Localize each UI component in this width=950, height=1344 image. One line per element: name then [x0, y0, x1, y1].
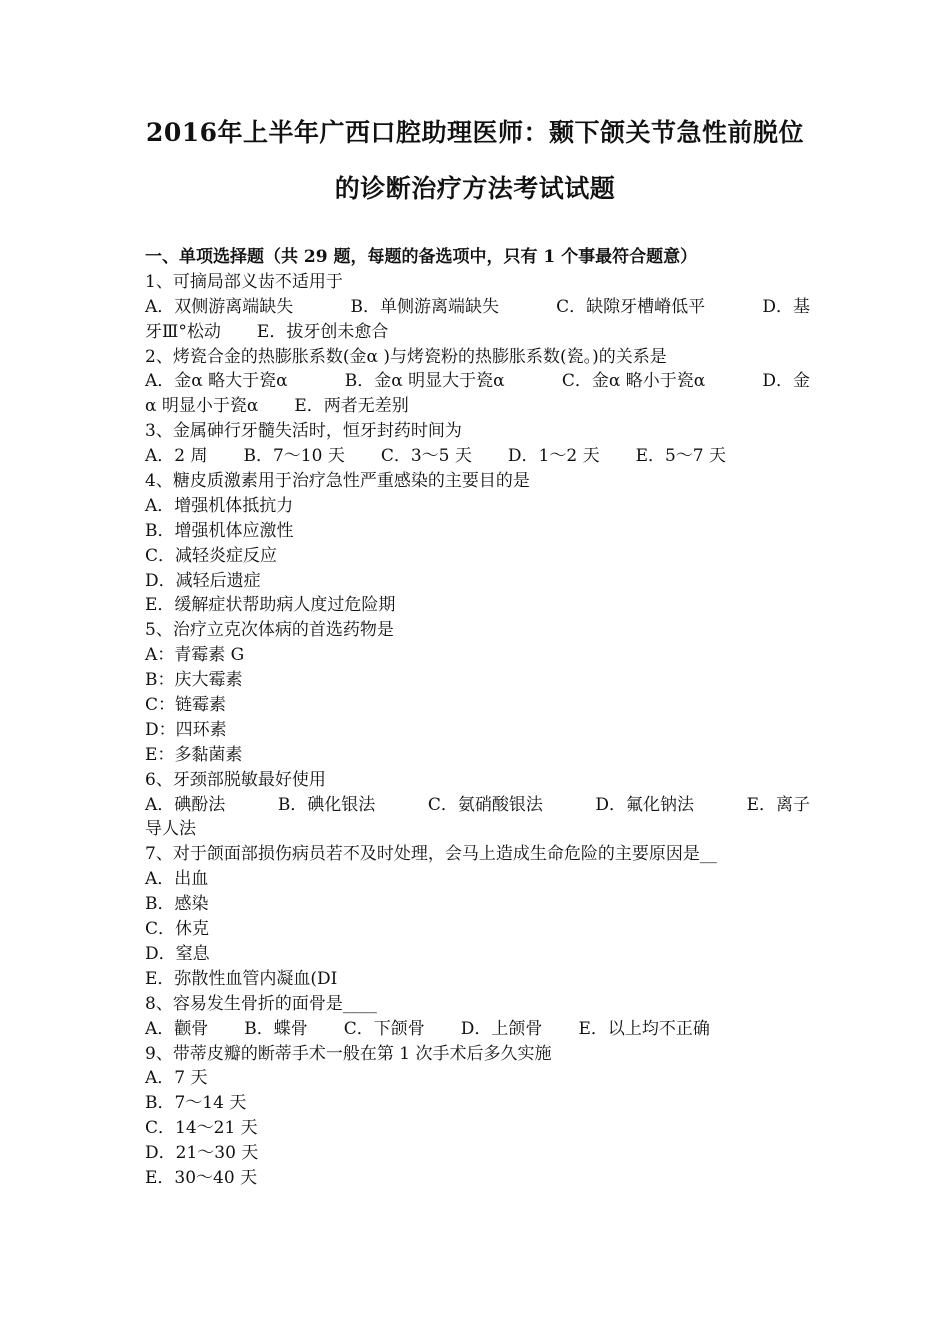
option-b: B．蝶骨 [244, 1018, 308, 1039]
option-e: E：多黏菌素 [145, 744, 243, 765]
question-stem: 2、烤瓷合金的热膨胀系数(金α )与烤瓷粉的热膨胀系数(瓷。)的关系是 [145, 346, 667, 367]
question-stem: 7、对于颌面部损伤病员若不及时处理，会马上造成生命危险的主要原因是__ [145, 844, 717, 865]
option-e: E．拔牙创未愈合 [256, 321, 389, 342]
page-title-line-2: 的诊断治疗方法考试试题 [334, 174, 616, 203]
option-c: C．3～5 天 [380, 446, 472, 467]
option-row [145, 320, 810, 345]
option-a: A．碘酚法 [145, 794, 226, 815]
option-c: C．下颌骨 [343, 1018, 425, 1039]
question-stem: 9、带蒂皮瓣的断蒂手术一般在第 1 次手术后多久实施 [145, 1043, 552, 1064]
option-e-cont: 导人法 [145, 819, 196, 840]
option-row [145, 444, 810, 469]
option-a: A．金α 略大于瓷α [145, 371, 288, 392]
option-d: D．基 [762, 296, 810, 317]
question-stem: 4、糖皮质激素用于治疗急性严重感染的主要目的是 [145, 471, 530, 492]
option-a: A．7 天 [145, 1068, 208, 1089]
option-c: C．金α 略小于瓷α [561, 371, 706, 392]
option-c: C．氨硝酸银法 [427, 794, 543, 815]
option-a: A．双侧游离端缺失 [145, 296, 294, 317]
option-d-cont: α 明显小于瓷α [145, 396, 259, 417]
option-d: D．氟化钠法 [595, 794, 695, 815]
option-d: D．减轻后遗症 [145, 570, 261, 591]
option-e: E．缓解症状帮助病人度过危险期 [145, 595, 396, 616]
option-e: E．5～7 天 [635, 446, 727, 467]
option-d-cont: 牙Ⅲ°松动 [145, 321, 221, 342]
option-b: B．增强机体应激性 [145, 520, 294, 541]
option-d: D．21～30 天 [145, 1143, 259, 1164]
option-c: C．减轻炎症反应 [145, 545, 278, 566]
option-d: D．金 [762, 371, 810, 392]
option-b: B．感染 [145, 894, 209, 915]
section-heading: 一、单项选择题（共 29 题，每题的备选项中，只有 1 个事最符合题意） [145, 247, 698, 267]
option-d: D．上颌骨 [460, 1018, 543, 1039]
option-a: A．颧骨 [145, 1018, 209, 1039]
option-d: D．窒息 [145, 943, 210, 964]
page-title-line-1: 2016年上半年广西口腔助理医师：颞下颌关节急性前脱位 [145, 118, 805, 147]
option-row [145, 1017, 810, 1042]
question-stem: 1、可摘局部义齿不适用于 [145, 271, 343, 292]
question-stem: 3、金属砷行牙髓失活时，恒牙封药时间为 [145, 421, 462, 442]
option-a: A．增强机体抵抗力 [145, 495, 294, 516]
option-e: E．弥散性血管内凝血(DI [145, 968, 338, 989]
option-c: C：链霉素 [145, 695, 227, 716]
option-c: C．缺隙牙槽嵴低平 [556, 296, 706, 317]
option-e: E．离子 [746, 794, 810, 815]
option-e: E．两者无差别 [294, 396, 409, 417]
question-stem: 8、容易发生骨折的面骨是____ [145, 993, 377, 1014]
option-b: B：庆大霉素 [145, 670, 243, 691]
option-b: B．单侧游离端缺失 [350, 296, 499, 317]
option-b: B．7～10 天 [243, 446, 345, 467]
question-stem: 5、治疗立克次体病的首选药物是 [145, 620, 394, 641]
option-a: A：青霉素 G [145, 645, 245, 666]
option-a: A．出血 [145, 869, 209, 890]
option-row [145, 369, 810, 394]
question-list [145, 245, 810, 1191]
question-stem: 6、牙颈部脱敏最好使用 [145, 769, 326, 790]
option-d: D．1～2 天 [507, 446, 600, 467]
option-c: C．14～21 天 [145, 1118, 258, 1139]
option-b: B．碘化银法 [277, 794, 376, 815]
option-row [145, 793, 810, 818]
option-e: E．以上均不正确 [578, 1018, 710, 1039]
option-c: C．休克 [145, 919, 210, 940]
option-b: B．金α 明显大于瓷α [344, 371, 505, 392]
option-e: E．30～40 天 [145, 1167, 258, 1188]
option-row [145, 295, 810, 320]
option-b: B．7～14 天 [145, 1093, 247, 1114]
option-a: A．2 周 [145, 446, 208, 467]
option-d: D：四环素 [145, 719, 227, 740]
option-row [145, 394, 810, 419]
